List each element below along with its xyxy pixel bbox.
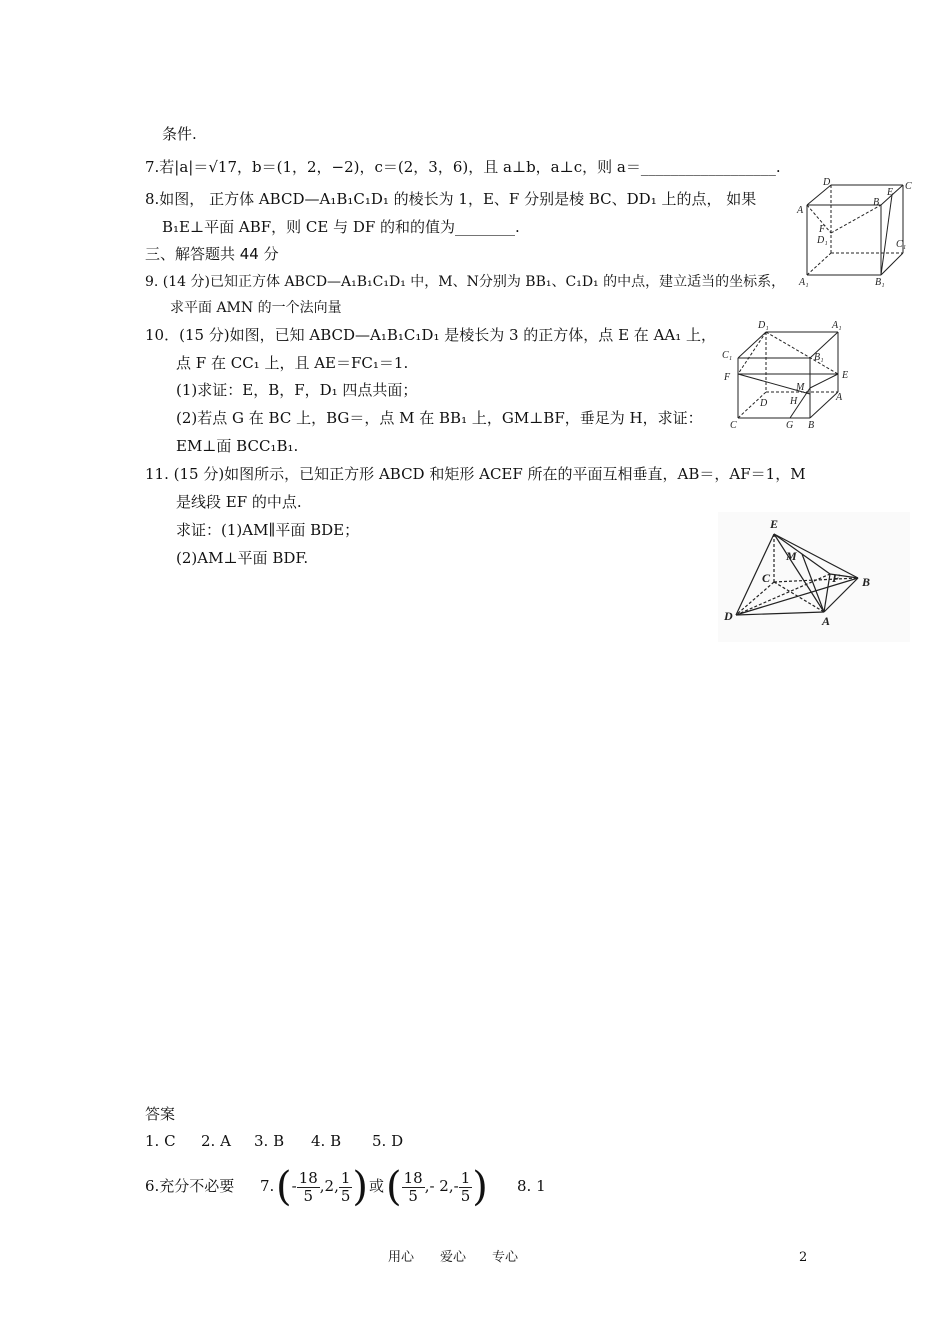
answers-heading: 答案 xyxy=(145,1105,176,1123)
answer-8: 8. 1 xyxy=(517,1177,546,1195)
fig10-label: A xyxy=(836,392,843,403)
fig11-label: E xyxy=(770,517,779,531)
fig10-label: D xyxy=(760,398,768,409)
fig11-label: F xyxy=(832,571,841,585)
answer-7-vector-a: (- $\frac{18}{5}$ ,2, $\frac{1}{5}$ ) xyxy=(276,1164,369,1210)
fraction: $\frac{1}{5}$ xyxy=(460,1168,471,1205)
fig10-label: B xyxy=(808,420,815,431)
answer-7-or: 或 xyxy=(369,1177,385,1195)
question-11-line4: (2)AM⊥平面 BDF. xyxy=(176,549,309,567)
answer-1: 1. C xyxy=(145,1132,176,1150)
fig11-label: B xyxy=(862,575,871,589)
answer-7-vector-b: ( $\frac{18}{5}$ ,- 2,- $\frac{1}{5}$ ) xyxy=(386,1164,488,1210)
fig10-label: F xyxy=(724,372,731,383)
fraction: $\frac{1}{5}$ xyxy=(340,1168,351,1205)
fig8-label: D xyxy=(823,177,831,188)
question-8-line2: B₁E⊥平面 ABF，则 CE 与 DF 的和的值为________. xyxy=(162,218,520,236)
question-11-line3: 求证：(1)AM∥平面 BDE； xyxy=(176,521,360,539)
answer-5: 5. D xyxy=(372,1132,404,1150)
fraction: $\frac{18}{5}$ xyxy=(403,1168,423,1205)
question-10-line1: 10．(15 分)如图，已知 ABCD—A₁B₁C₁D₁ 是棱长为 3 的正方体，点 E 在 AA₁ 上， xyxy=(145,326,717,344)
fig8-label: F xyxy=(819,224,826,235)
question-10-line3: (1)求证：E，B，F，D₁ 四点共面； xyxy=(176,381,418,399)
fig11-label: C xyxy=(762,571,771,585)
fig8-label: C xyxy=(905,181,912,192)
page-number: 2 xyxy=(799,1250,808,1265)
question-7: 7.若|a|＝√17，b＝(1，2，−2)，c＝(2，3，6)，且 a⊥b，a⊥c，则 a＝__________________. xyxy=(145,158,781,176)
fig11-label: D xyxy=(724,609,733,623)
question-10-line2: 点 F 在 CC₁ 上，且 AE＝FC₁＝1. xyxy=(176,354,409,372)
question-9-line1: 9. (14 分)已知正方体 ABCD—A₁B₁C₁D₁ 中，M、N分别为 BB₁、C₁D₁ 的中点，建立适当的坐标系， xyxy=(145,274,786,290)
fig10-label: D₁ xyxy=(758,320,769,331)
question-11-line1: 11. (15 分)如图所示，已知正方形 ABCD 和矩形 ACEF 所在的平面互相垂直，AB＝，AF＝1，M xyxy=(145,465,806,483)
footer-motto: 用心 爱心 专心 xyxy=(388,1250,519,1265)
fig10-label: G xyxy=(786,420,794,431)
figure-q8-cube xyxy=(795,175,915,290)
figure-q10-cube xyxy=(718,318,858,433)
fig11-label: M xyxy=(786,549,797,563)
answer-4: 4. B xyxy=(311,1132,342,1150)
answer-3: 3. B xyxy=(254,1132,285,1150)
fig10-label: C₁ xyxy=(722,350,733,361)
fig8-label: E xyxy=(887,187,894,198)
fig8-label: B₁ xyxy=(875,277,885,288)
fig10-label: B₁ xyxy=(814,352,824,363)
answer-6: 6.充分不必要 xyxy=(145,1177,235,1195)
question-11-line2: 是线段 EF 的中点. xyxy=(176,493,302,511)
fig10-label: C xyxy=(730,420,737,431)
fig11-label: A xyxy=(822,614,831,628)
answer-7-label: 7. xyxy=(260,1177,275,1195)
figure-q11 xyxy=(718,512,910,642)
answer-2: 2. A xyxy=(201,1132,231,1150)
question-9-line2: 求平面 AMN 的一个法向量 xyxy=(170,300,342,316)
fig10-label: M xyxy=(796,382,805,393)
question-10-line5: EM⊥面 BCC₁B₁. xyxy=(176,437,299,455)
section-3-heading: 三、解答题共 44 分 xyxy=(145,245,279,263)
fig10-label: H xyxy=(790,396,798,407)
fig10-label: E xyxy=(842,370,849,381)
fig8-label: D₁ xyxy=(817,235,828,246)
fig8-label: C₁ xyxy=(896,239,907,250)
fig8-label: B xyxy=(873,197,880,208)
fig8-label: A xyxy=(797,205,804,216)
question-8-line1: 8.如图， 正方体 ABCD—A₁B₁C₁D₁ 的棱长为 1，E、F 分别是棱 BC、DD₁ 上的点， 如果 xyxy=(145,190,757,208)
fraction: $\frac{18}{5}$ xyxy=(298,1168,318,1205)
fig10-label: A₁ xyxy=(832,320,842,331)
question-10-line4: (2)若点 G 在 BC 上，BG＝，点 M 在 BB₁ 上，GM⊥BF，垂足为 H，求证： xyxy=(176,409,703,427)
line-condition: 条件. xyxy=(162,125,197,143)
fig8-label: A₁ xyxy=(799,277,809,288)
